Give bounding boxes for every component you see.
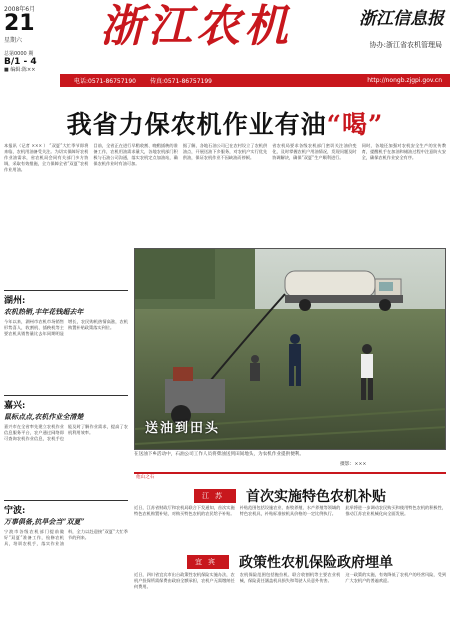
brief-subtitle: 农机热销,丰年花钱超去年: [4, 307, 84, 316]
yibin-news-title: 政策性农机保险政府埋单: [239, 555, 393, 571]
jiangsu-news-header: [134, 486, 446, 506]
section-label: 他山之石: [136, 475, 155, 480]
newspaper-section-title: 浙江农机: [100, 1, 292, 52]
brief-region-huzhou: 湖州:: [4, 296, 26, 306]
lead-column-4: 省农机局要求各级农机部门密切关注油价变化，及时掌握农机户用油情况，发现问题及时协调解决，确保“双夏”生产顺利进行。: [272, 143, 357, 160]
jiangsu-news-body: [134, 505, 446, 547]
headline-text: 我省力保农机作业有油: [66, 110, 327, 139]
masthead: [0, 0, 450, 78]
cohost-credit: 协办:浙江省农机管理局: [369, 41, 442, 49]
region-badge: 江苏: [194, 489, 236, 503]
article-column: 此举将进一步调动农民购买和使用特色农机的积极性，推动江苏农业机械化向全面发展。: [345, 505, 447, 516]
brief-text: 宁波市各级农机部门提前做好“双夏”准备工作，检修农机具，培训农机手，落实作业油料，全力以赴迎接“双夏”大忙季节的到来。: [4, 529, 128, 546]
website-url[interactable]: http://nongb.zjgpi.gov.cn: [367, 77, 442, 84]
yibin-news-header: [134, 552, 446, 572]
lead-column-2: 目前，全省正在进行早稻收割、晚稻插秧的准备工作，农机用油需求量大，各地农机部门积极与石油公司沟通，落实农机定点加油站，确保农机作业时有油可加。: [93, 143, 178, 166]
fax-number: 传真:0571-86757199: [150, 78, 212, 85]
article-column: 农机保险范围包括拖拉机、联合收割机等主要农业机械，保险责任涵盖机具损失和驾驶人员意外伤害。: [239, 572, 341, 583]
lead-article: [4, 143, 446, 241]
lead-column-5: 同时，各地还加强对农机安全生产的宣传教育，提醒机手在加油和储油过程中注意防火安全，确保农机作业安全有序。: [361, 143, 447, 160]
date-box: [4, 4, 44, 44]
date-year-month: 2008年6月: [4, 6, 36, 13]
lead-column-3: 据了解，各地石油公司已在农村设立了农机供油点，开展送油下乡服务，对农机户实行优先供油，保证农机作业不因缺油而停顿。: [182, 143, 268, 160]
brief-text: 今年以来，湖州市农机市场销售形势喜人，收割机、插秧机等主要农机具销售量比去年同期明显增长，农民购机热情高涨，农机购置补贴政策落实到位。: [4, 319, 128, 336]
article-column: 近日，江苏省财政厅和农机局联合下发通知，首次实施特色农机购置补贴，对购买特色农机的农民给予补贴。: [134, 505, 235, 516]
divider: [4, 290, 128, 291]
article-column: 近日，四川省宜宾市出台政策性农机保险实施办法，农机户投保所需保费由政府全额承担，农机户无需缴纳任何费用。: [134, 572, 235, 589]
divider: [4, 500, 128, 501]
photo-credit: 摄影：×××: [340, 462, 367, 467]
brief-subtitle: 鼠标点点,农机作业全清楚: [4, 412, 84, 421]
newspaper-brand: 浙江信息报: [359, 9, 444, 29]
region-badge: 宜宾: [187, 555, 229, 569]
main-headline: [0, 105, 450, 141]
brief-subtitle: 万事俱备,抗旱会当“双夏”: [4, 517, 85, 526]
yibin-news-body: [134, 572, 446, 634]
contact-bar: [60, 74, 450, 87]
lead-column-1: 本报讯（记者 ××× ） “双夏”大忙季节即将来临，农机用油备受关注。为切实保障好农机作业油需求，省农机局会同有关部门多方协调，采取有效措施，全力保障全省“双夏”农机作业用油。: [4, 143, 89, 172]
brief-region-jiaxing: 嘉兴:: [4, 401, 26, 411]
date-weekday: 星期六: [4, 37, 23, 44]
brief-region-ningbo: 宁波:: [4, 506, 26, 516]
issue-info: [4, 50, 37, 67]
editor-credit: ■ 编辑:陈××: [4, 67, 36, 73]
photo-caption: 在送油下乡活动中，石油公司工作人员将柴油送到田间地头，为农机作业提供便利。: [134, 452, 304, 457]
phone-number: 电话:0571-86757190: [74, 78, 136, 85]
jiangsu-news-title: 首次实施特色农机补贴: [246, 489, 386, 505]
page-number: B/1 - 4: [4, 57, 37, 67]
regional-briefs: [4, 290, 128, 635]
bottom-divider: [134, 472, 446, 479]
brief-text: 嘉兴市在全省率先建立农机作业信息服务平台，农户通过网络即可查询农机作业信息，农机手也能及时了解作业需求，提高了农机利用效率。: [4, 424, 128, 441]
article-column: 补贴范围包括设施农业、畜牧养殖、水产养殖等领域的特色农机具，补贴标准按机具价格的一定比例执行。: [239, 505, 341, 516]
article-column: 这一政策的实施，有效降低了农机户的经营风险，受到广大农机户的普遍欢迎。: [345, 572, 447, 583]
date-day: 21: [4, 11, 35, 36]
headline-highlight: “喝”: [326, 110, 384, 139]
news-photo: [134, 248, 446, 450]
issue-number: 总第0000 期: [4, 51, 34, 57]
divider: [4, 395, 128, 396]
photo-tag: 送油到田头: [145, 421, 221, 436]
